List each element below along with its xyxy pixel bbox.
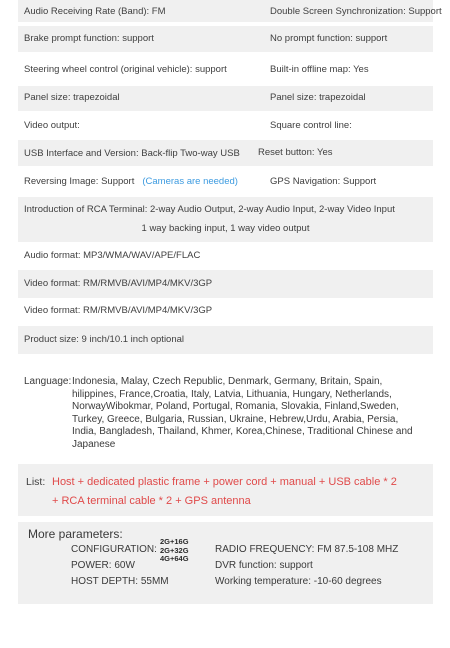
rca-line-1: Introduction of RCA Terminal: 2-way Audio Output, 2-way Audio Input, 2-way Video Input [24, 204, 395, 215]
spec-right: GPS Navigation: Support [270, 176, 377, 187]
language-label: Language: [24, 376, 72, 387]
dvr-function: DVR function: support [215, 560, 313, 571]
configuration-label: CONFIGURATION: [71, 544, 157, 555]
video-format: Video format: RM/RMVB/AVI/MP4/MKV/3GP [24, 305, 213, 316]
audio-format: Audio format: MP3/WMA/WAV/APE/FLAC [24, 250, 201, 261]
configuration-option: 2G+32G [160, 545, 189, 555]
configuration-option: 2G+16G [160, 537, 189, 546]
spec-right: Built-in offline map: Yes [270, 64, 369, 75]
spec-left: Brake prompt function: support [24, 33, 154, 44]
spec-right: No prompt function: support [270, 33, 388, 44]
power: POWER: 60W [71, 560, 135, 571]
configuration-options [160, 538, 189, 564]
more-parameters [18, 522, 433, 604]
spec-left: USB Interface and Version: Back-flip Two-way USB [24, 148, 240, 159]
more-title: More parameters: [28, 527, 123, 541]
rca-row [18, 197, 433, 242]
format-row [18, 326, 433, 354]
package-list [18, 464, 433, 516]
camera-note: (Cameras are needed) [142, 176, 238, 187]
spec-left: Video output: [24, 120, 80, 131]
spec-row [18, 58, 433, 82]
video-format: Video format: RM/RMVB/AVI/MP4/MKV/3GP [24, 278, 213, 289]
list-line-2: + RCA terminal cable * 2 + GPS antenna [52, 495, 251, 507]
spec-row [18, 140, 433, 166]
working-temperature: Working temperature: -10-60 degrees [215, 576, 382, 587]
rca-line-2: 1 way backing input, 1 way video output [141, 223, 310, 234]
spec-row [18, 170, 433, 194]
spec-row [18, 26, 433, 52]
list-label: List: [26, 476, 46, 488]
product-size: Product size: 9 inch/10.1 inch optional [24, 334, 185, 345]
format-row [18, 300, 433, 322]
spec-left: Audio Receiving Rate (Band): FM [24, 6, 166, 17]
configuration-option: 4G+64G [160, 554, 189, 563]
spec-row [18, 0, 442, 22]
spec-left: Steering wheel control (original vehicle): support [24, 64, 227, 75]
host-depth: HOST DEPTH: 55MM [71, 576, 169, 587]
format-row [18, 246, 433, 266]
spec-row [18, 86, 433, 111]
spec-row [18, 114, 433, 138]
list-line-1: Host + dedicated plastic frame + power cord + manual + USB cable * 2 [52, 476, 397, 488]
spec-left [24, 176, 238, 188]
radio-frequency: RADIO FREQUENCY: FM 87.5-108 MHZ [215, 544, 399, 555]
language-list: Indonesia, Malay, Czech Republic, Denmark, Germany, Britain, Spain, hilippines, France,Croatia, Italy, Latvia, Lithuania, Hungary, Netherlands, NorwayWibokmar, Poland, Portugal, Romania, Slovakia, Finland,Sweden, Turkey, Greece, Bulgaria, Russian, Ukraine, Hebrew,Urdu, Arabia, Persia, India, Bangladesh, Thailand, Khmer, Korea,Chinese, Traditional Chinese and Japanese [72, 376, 413, 450]
format-row [18, 270, 433, 298]
spec-right: Panel size: trapezoidal [270, 92, 366, 103]
spec-left-text: Reversing Image: Support [24, 176, 135, 187]
spec-left: Panel size: trapezoidal [24, 92, 120, 103]
spec-right: Double Screen Synchronization: Support [270, 6, 442, 17]
spec-right: Square control line: [270, 120, 352, 131]
spec-right: Reset button: Yes [258, 147, 333, 158]
